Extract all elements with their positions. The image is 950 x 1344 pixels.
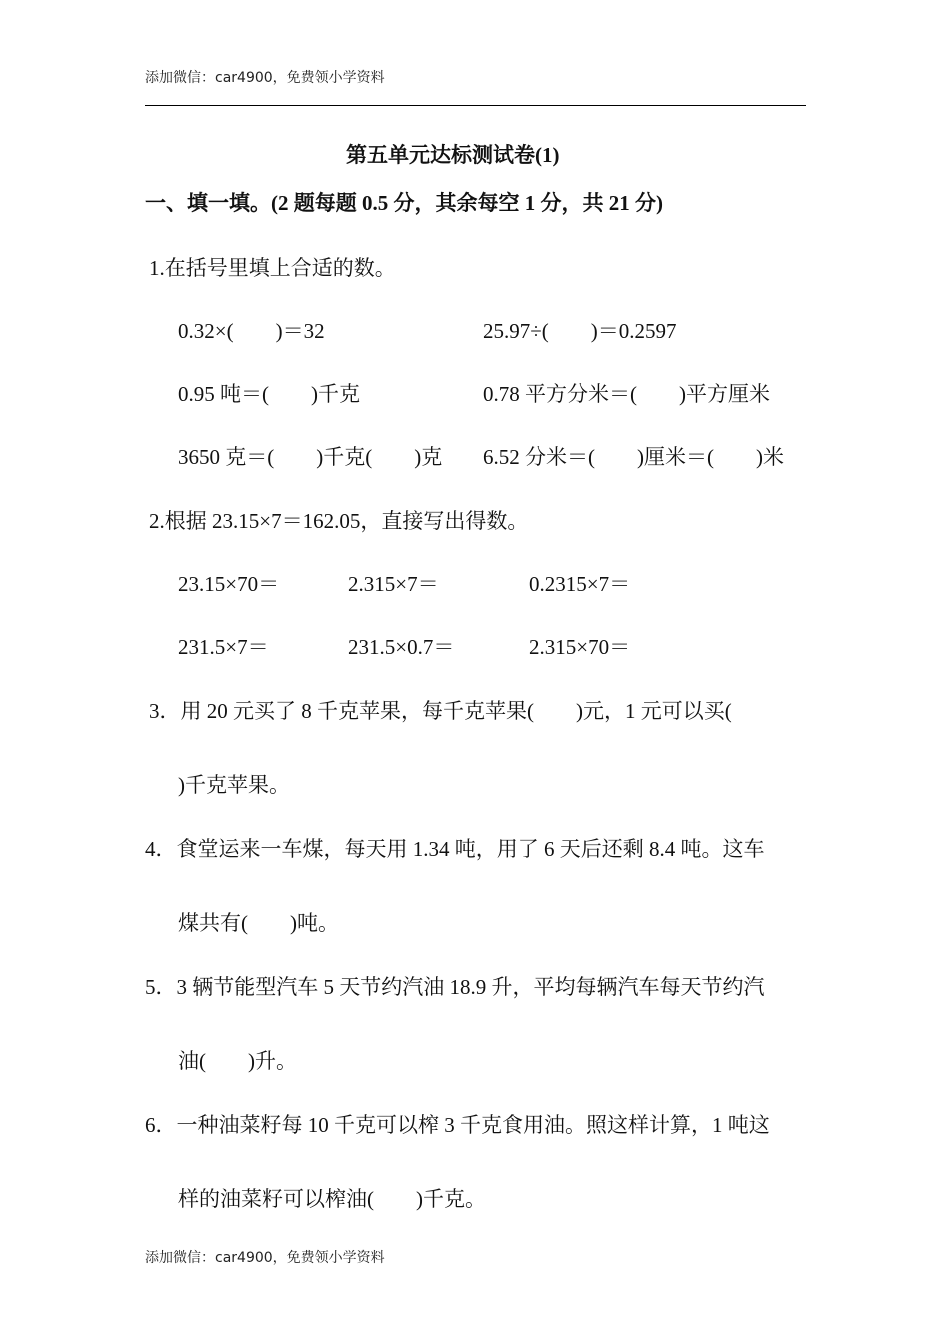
q1-item: 25.97÷( )＝0.2597 <box>483 319 677 343</box>
section-heading: 一、填一填。(2 题每题 0.5 分，其余每空 1 分，共 21 分) <box>145 191 663 215</box>
q1-item: 0.32×( )＝32 <box>178 319 325 343</box>
q2-item: 23.15×70＝ <box>178 572 280 596</box>
question-5-line1: 5．3 辆节能型汽车 5 天节约汽油 18.9 升，平均每辆汽车每天节约汽 <box>145 975 765 999</box>
question-3-line1: 3．用 20 元买了 8 千克苹果，每千克苹果( )元，1 元可以买( <box>149 699 732 723</box>
header-rule <box>145 105 806 106</box>
q1-item: 0.78 平方分米＝( )平方厘米 <box>483 382 770 406</box>
question-4-line1: 4．食堂运来一车煤，每天用 1.34 吨，用了 6 天后还剩 8.4 吨。这车 <box>145 837 765 861</box>
question-1-stem: 1.在括号里填上合适的数。 <box>149 256 396 280</box>
q1-item: 3650 克＝( )千克( )克 <box>178 445 443 469</box>
q2-item: 2.315×70＝ <box>529 635 631 659</box>
q1-item: 6.52 分米＝( )厘米＝( )米 <box>483 445 784 469</box>
question-2-stem: 2.根据 23.15×7＝162.05，直接写出得数。 <box>149 509 529 533</box>
q2-item: 231.5×7＝ <box>178 635 269 659</box>
question-3-line2: )千克苹果。 <box>178 773 290 797</box>
page-title: 第五单元达标测试卷(1) <box>346 143 560 167</box>
q2-item: 0.2315×7＝ <box>529 572 631 596</box>
page-footer: 添加微信：car4900，免费领小学资料 <box>145 1250 385 1266</box>
question-5-line2: 油( )升。 <box>178 1049 297 1073</box>
question-4-line2: 煤共有( )吨。 <box>178 911 339 935</box>
q1-item: 0.95 吨＝( )千克 <box>178 382 360 406</box>
question-6-line1: 6．一种油菜籽每 10 千克可以榨 3 千克食用油。照这样计算，1 吨这 <box>145 1113 770 1137</box>
q2-item: 2.315×7＝ <box>348 572 439 596</box>
q2-item: 231.5×0.7＝ <box>348 635 455 659</box>
question-6-line2: 样的油菜籽可以榨油( )千克。 <box>178 1187 486 1211</box>
page-header: 添加微信：car4900，免费领小学资料 <box>145 70 385 86</box>
